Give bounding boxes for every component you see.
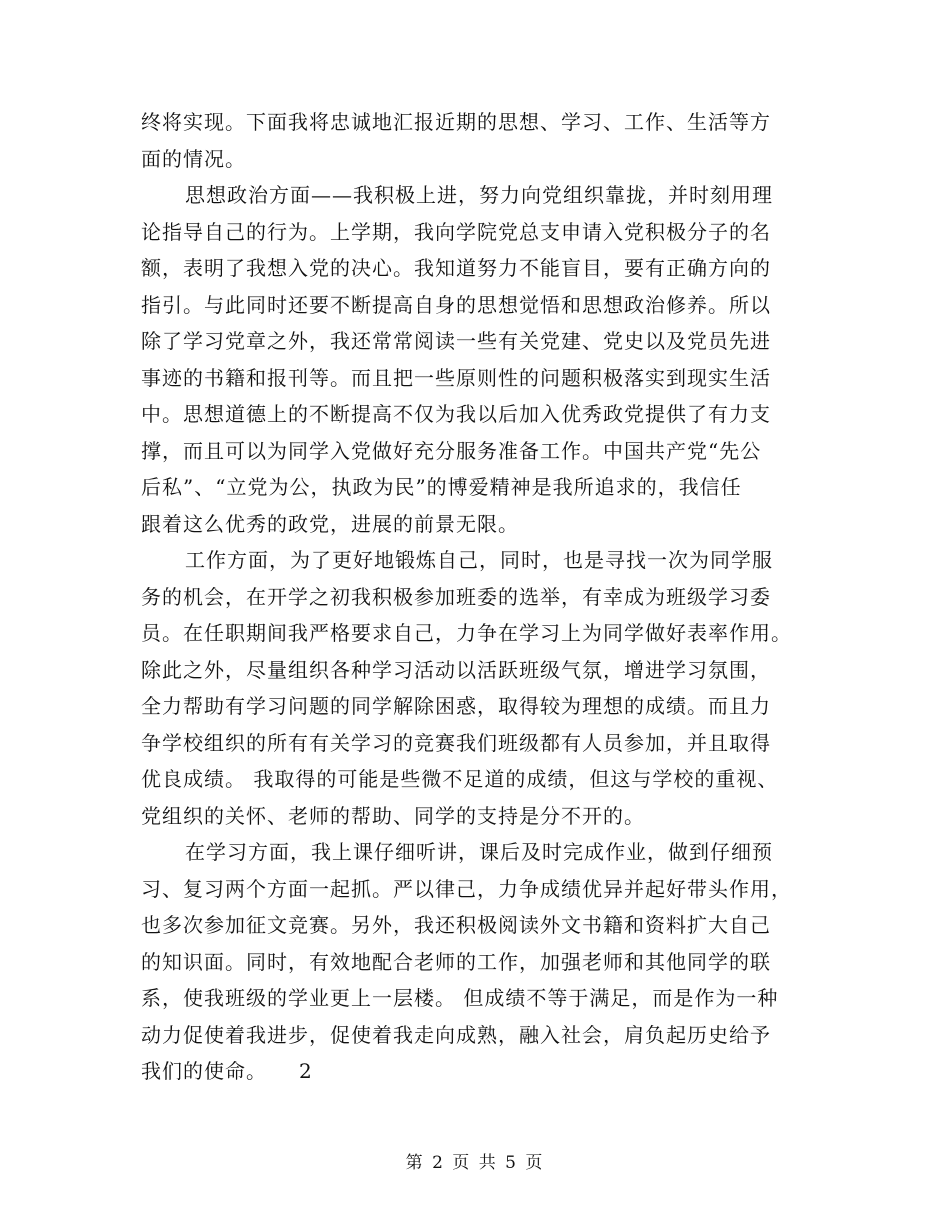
text-line: 系，使我班级的学业更上一层楼。 但成绩不等于满足，而是作为一种 <box>141 986 779 1010</box>
text-line: 党组织的关怀、老师的帮助、同学的支持是分不开的。 <box>141 803 645 828</box>
paragraph <box>141 104 821 177</box>
text-line: 中。思想道德上的不断提高不仅为我以后加入优秀政党提供了有力支 <box>141 402 771 426</box>
text-line: 的知识面。同时，有效地配合老师的工作，加强老师和其他同学的联 <box>141 949 771 974</box>
text-line: 思想政治方面——我积极上进，努力向党组织靠拢，并时刻用理 <box>185 183 773 207</box>
text-line: 争学校组织的所有有关学习的竞赛我们班级都有人员参加，并且取得 <box>141 730 771 755</box>
text-line: 务的机会，在开学之初我积极参加班委的选举，有幸成为班级学习委 <box>141 584 771 609</box>
text-line: 论指导自己的行为。上学期，我向学院党总支申请入党积极分子的名 <box>141 219 771 244</box>
text-line: 也多次参加征文竞赛。另外，我还积极阅读外文书籍和资料扩大自己 <box>141 913 771 937</box>
text-line: 习、复习两个方面一起抓。严以律己，力争成绩优异并起好带头作用， <box>141 876 792 901</box>
paragraph <box>141 542 821 834</box>
text-line: 我们的使命。 2 <box>141 1059 313 1083</box>
text-line: 动力促使着我进步，促使着我走向成熟，融入社会，肩负起历史给予 <box>141 1022 771 1047</box>
paragraph <box>141 834 821 1090</box>
text-line: 指引。与此同时还要不断提高自身的思想觉悟和思想政治修养。所以 <box>141 292 771 317</box>
text-line: 事迹的书籍和报刊等。而且把一些原则性的问题积极落实到现实生活 <box>141 365 771 390</box>
text-line: 除此之外，尽量组织各种学习活动以活跃班级气氛，增进学习氛围， <box>141 657 771 682</box>
text-line: 面的情况。 <box>141 146 246 171</box>
page-footer: 第 2 页 共 5 页 <box>405 1153 545 1173</box>
paragraph <box>141 177 821 542</box>
text-line: 全力帮助有学习问题的同学解除困惑，取得较为理想的成绩。而且力 <box>141 694 771 718</box>
text-line: 在学习方面，我上课仔细听讲，课后及时完成作业，做到仔细预 <box>185 840 773 864</box>
text-line: 工作方面，为了更好地锻炼自己，同时，也是寻找一次为同学服 <box>185 548 773 572</box>
text-line: 优良成绩。 我取得的可能是些微不足道的成绩，但这与学校的重视、 <box>141 767 779 791</box>
text-line: 除了学习党章之外，我还常常阅读一些有关党建、党史以及党员先进 <box>141 329 771 353</box>
text-line: 终将实现。下面我将忠诚地汇报近期的思想、学习、工作、生活等方 <box>141 110 771 134</box>
text-line: 跟着这么优秀的政党，进展的前景无限。 <box>141 511 519 536</box>
text-line: 撑，而且可以为同学入党做好充分服务准备工作。中国共产党“先公 <box>141 438 762 463</box>
text-line: 后私”、“立党为公，执政为民”的博爱精神是我所追求的，我信任 <box>141 475 742 499</box>
document-body <box>141 104 821 1090</box>
text-line: 额，表明了我想入党的决心。我知道努力不能盲目，要有正确方向的 <box>141 256 771 280</box>
text-line: 员。在任职期间我严格要求自己，力争在学习上为同学做好表率作用。 <box>141 621 792 645</box>
